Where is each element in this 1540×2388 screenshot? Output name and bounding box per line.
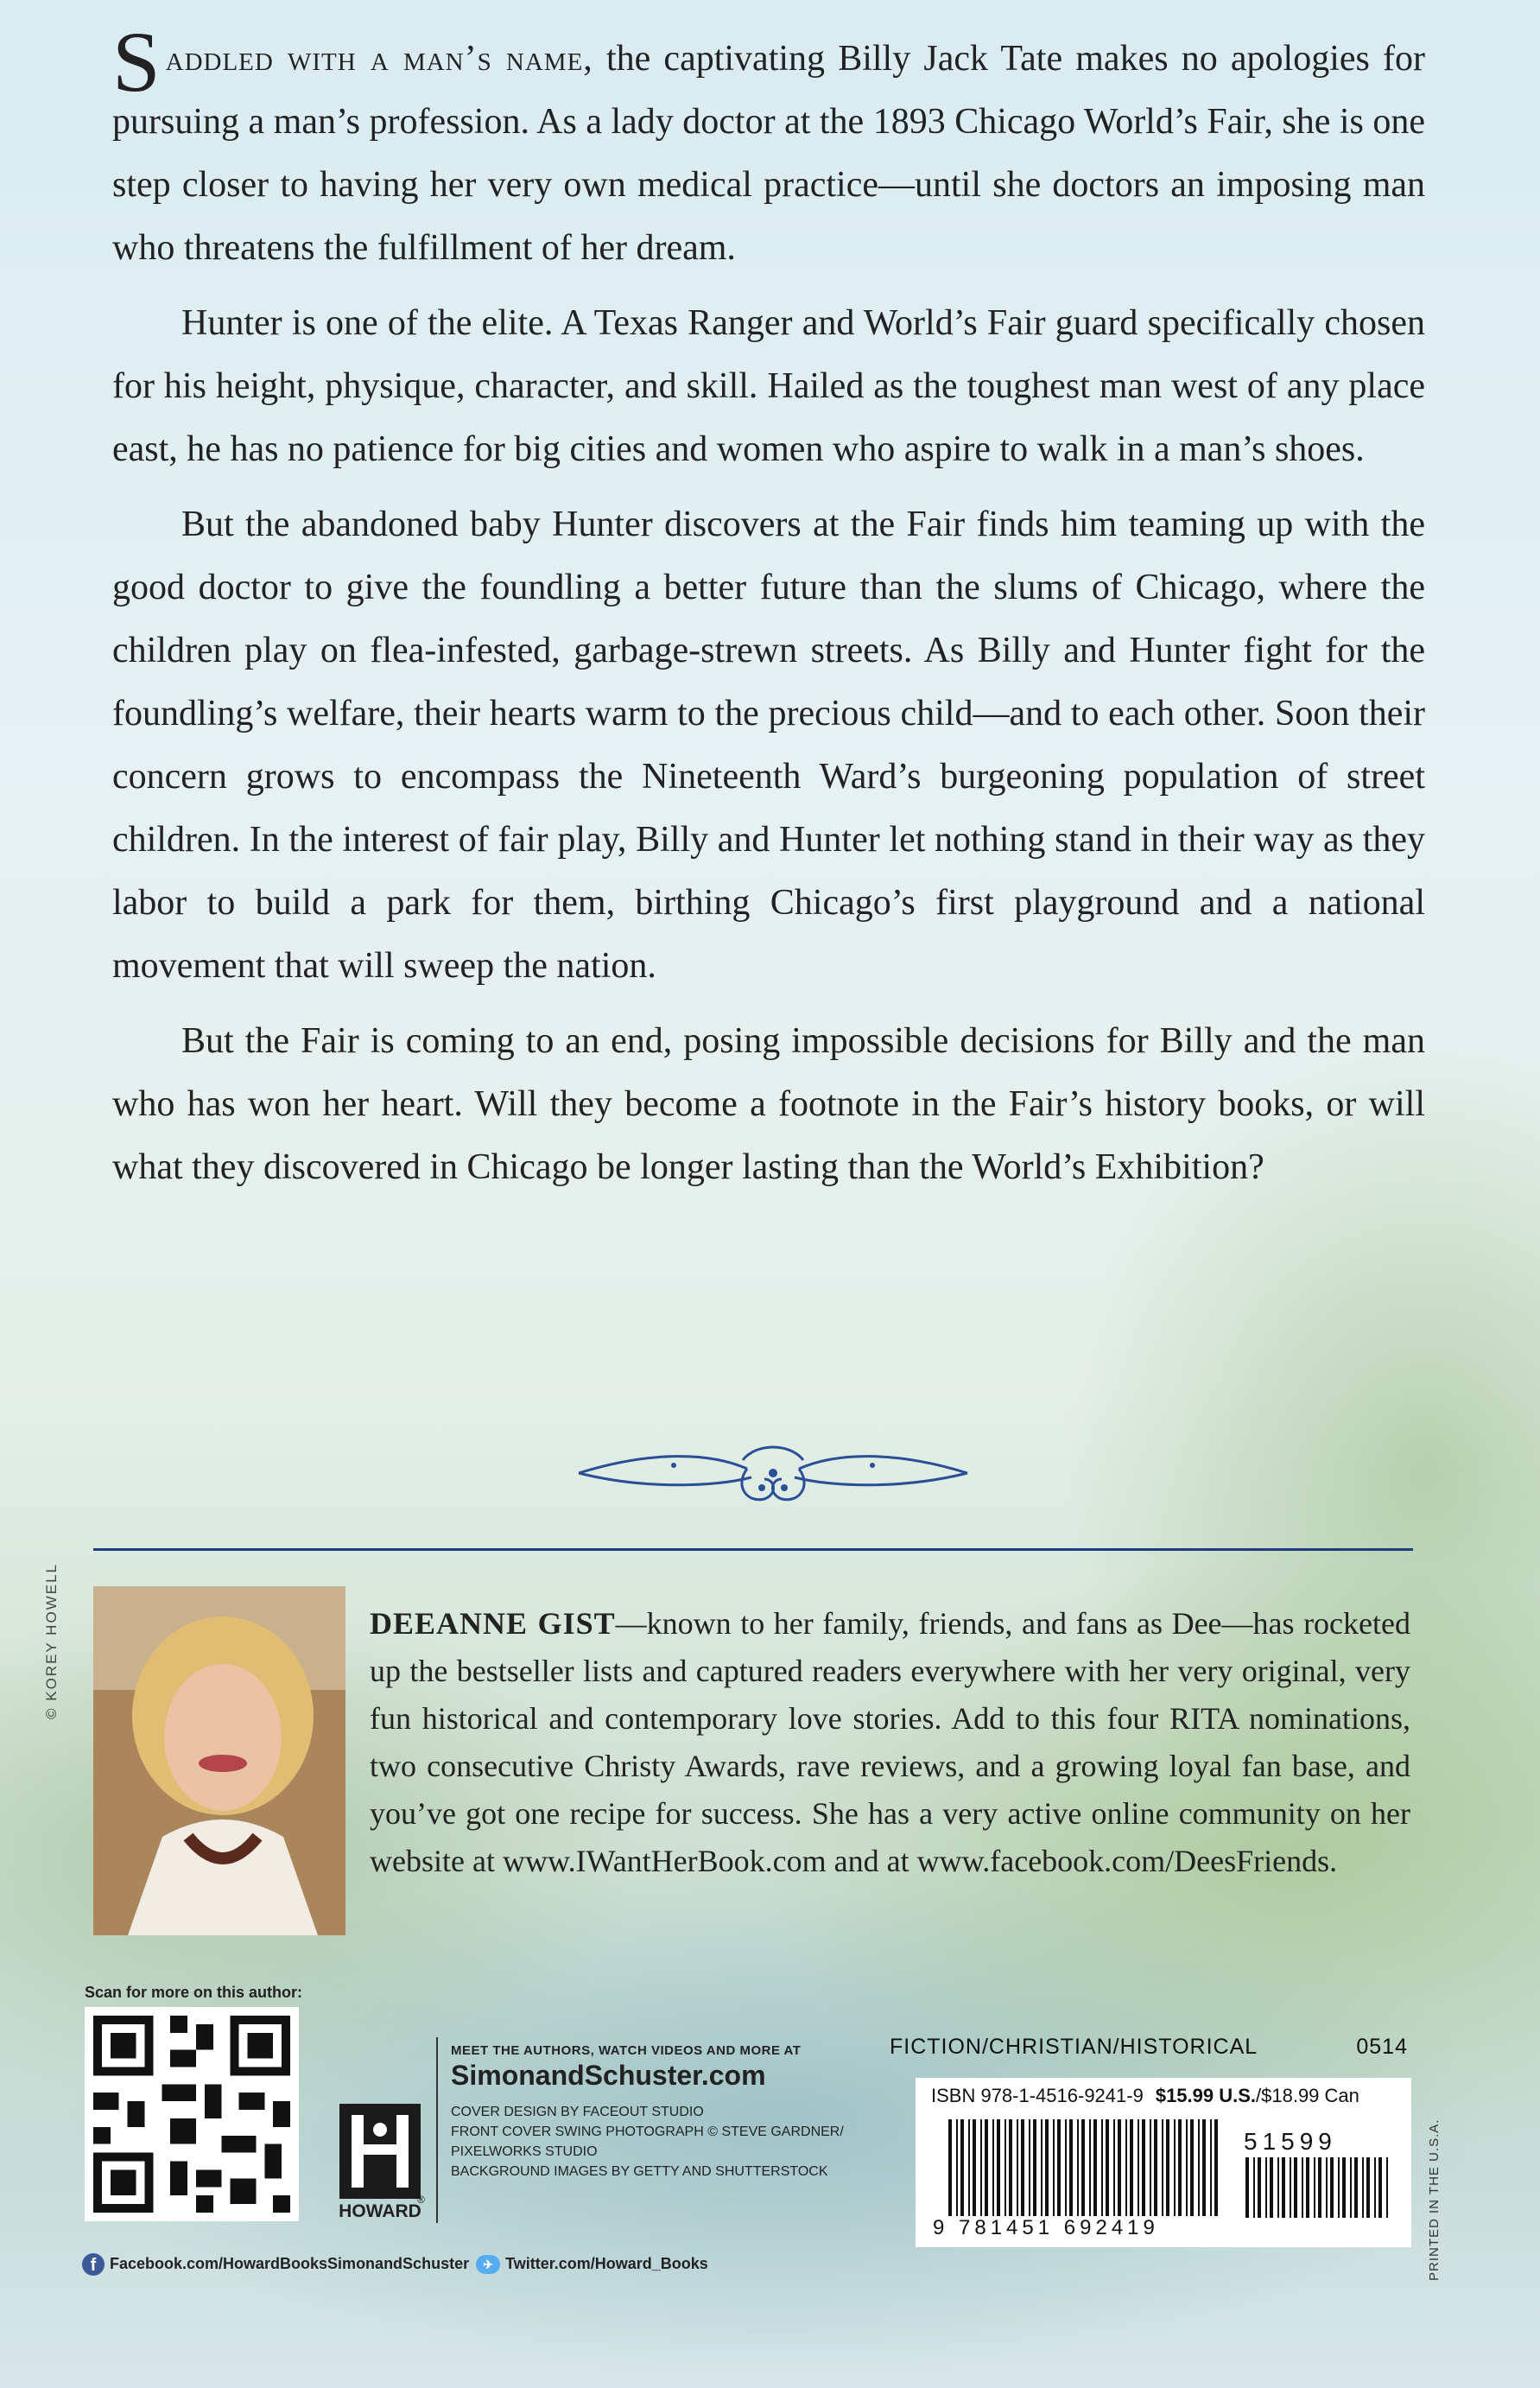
author-photo (93, 1586, 345, 1935)
book-description (112, 14, 1425, 1211)
barcode-panel (916, 2078, 1411, 2247)
photo-credit: © KOREY HOWELL (43, 1563, 60, 1719)
catalog-code: 0514 (1356, 2035, 1408, 2059)
description-paragraph-2: Hunter is one of the elite. A Texas Ranger and World’s Fair guard specifically chosen for his height, physique, character, and skill. Hailed as the toughest man west of any place east, he has no patience for big cities and women who aspire to walk in a man’s shoes. (112, 303, 1425, 469)
isbn-number: ISBN 978-1-4516-9241-9 (931, 2085, 1144, 2106)
cover-credit-1: COVER DESIGN BY FACEOUT STUDIO (451, 2105, 704, 2119)
publisher-website-link[interactable]: SimonandSchuster.com (451, 2060, 766, 2091)
genre-category (890, 2035, 1408, 2060)
section-divider (93, 1548, 1413, 1551)
lead-in: addled with a man’s name, (165, 39, 593, 79)
social-links (82, 2253, 708, 2276)
vertical-divider (436, 2037, 438, 2223)
facebook-icon: f (82, 2253, 105, 2276)
printed-in-usa: PRINTED IN THE U.S.A. (1427, 2118, 1442, 2281)
author-name: DEEANNE GIST (370, 1606, 616, 1641)
cover-credit-2: FRONT COVER SWING PHOTOGRAPH © STEVE GARDNER/ (451, 2124, 844, 2139)
price-barcode-icon (1245, 2157, 1392, 2218)
paragraph-1-text: the captivating Billy Jack Tate makes no apologies for pursuing a man’s profession. As a lady doctor at the 1893 Chicago World’s Fair, she is one step closer to having her very own medical practice—until she doctors an imposing man who threatens the fulfillment of her dream. (112, 39, 1425, 268)
author-bio-text: —known to her family, friends, and fans as Dee—has rocketed up the bestseller lists and captured readers everywhere with her very original, very fun historical and contemporary love stories. Add to this four RITA nominations, two consecutive Christy Awards, rave reviews, and a growing loyal fan base, and you’ve got one recipe for success. She has a very active online community on her website at www.IWantHerBook.com and at www.facebook.com/DeesFriends. (370, 1606, 1410, 1878)
barcode-digits: 9 781451 692419 (933, 2216, 1159, 2239)
twitter-icon: ✈ (476, 2255, 500, 2274)
svg-text:®: ® (417, 2194, 425, 2206)
cover-credit-4: BACKGROUND IMAGES BY GETTY AND SHUTTERSTOCK (451, 2164, 828, 2179)
price-code: 51599 (1244, 2128, 1337, 2155)
price-us: $15.99 U.S. (1155, 2085, 1257, 2106)
meet-line: MEET THE AUTHORS, WATCH VIDEOS AND MORE AT (451, 2043, 802, 2058)
drop-cap: S (112, 14, 161, 110)
barcode-icon (948, 2119, 1225, 2216)
cover-credit-3: PIXELWORKS STUDIO (451, 2144, 598, 2159)
twitter-link[interactable]: Twitter.com/Howard_Books (505, 2254, 708, 2272)
price-can: /$18.99 Can (1256, 2085, 1359, 2106)
category-label: FICTION/CHRISTIAN/HISTORICAL (890, 2035, 1258, 2059)
isbn-line (931, 2085, 1359, 2107)
qr-code-icon[interactable] (85, 2007, 299, 2221)
author-bio (370, 1600, 1410, 1885)
publisher-name: HOWARD (339, 2201, 421, 2221)
description-paragraph-4: But the Fair is coming to an end, posing impossible decisions for Billy and the man who has won her heart. Will they become a footnote in the Fair’s history books, or will what they discovered in Chicago be longer lasting than the World’s Exhibition? (112, 1021, 1425, 1187)
scan-label: Scan for more on this author: (85, 1984, 303, 2001)
facebook-link[interactable]: Facebook.com/HowardBooksSimonandSchuster (110, 2254, 470, 2272)
publisher-credits (451, 2043, 844, 2182)
description-paragraph-3: But the abandoned baby Hunter discovers at the Fair finds him teaming up with the good doctor to give the foundling a better future than the slums of Chicago, where the children play on flea-infested, garbage-strewn streets. As Billy and Hunter fight for the foundling’s welfare, their hearts warm to the precious child—and to each other. Soon their concern grows to encompass the Nineteenth Ward’s burgeoning population of street children. In the interest of fair play, Billy and Hunter let nothing stand in their way as they labor to build a park for them, birthing Chicago’s first playground and a national movement that will sweep the nation. (112, 505, 1425, 986)
swirl-ornament-icon (570, 1426, 976, 1521)
description-paragraph-1 (112, 14, 1425, 280)
